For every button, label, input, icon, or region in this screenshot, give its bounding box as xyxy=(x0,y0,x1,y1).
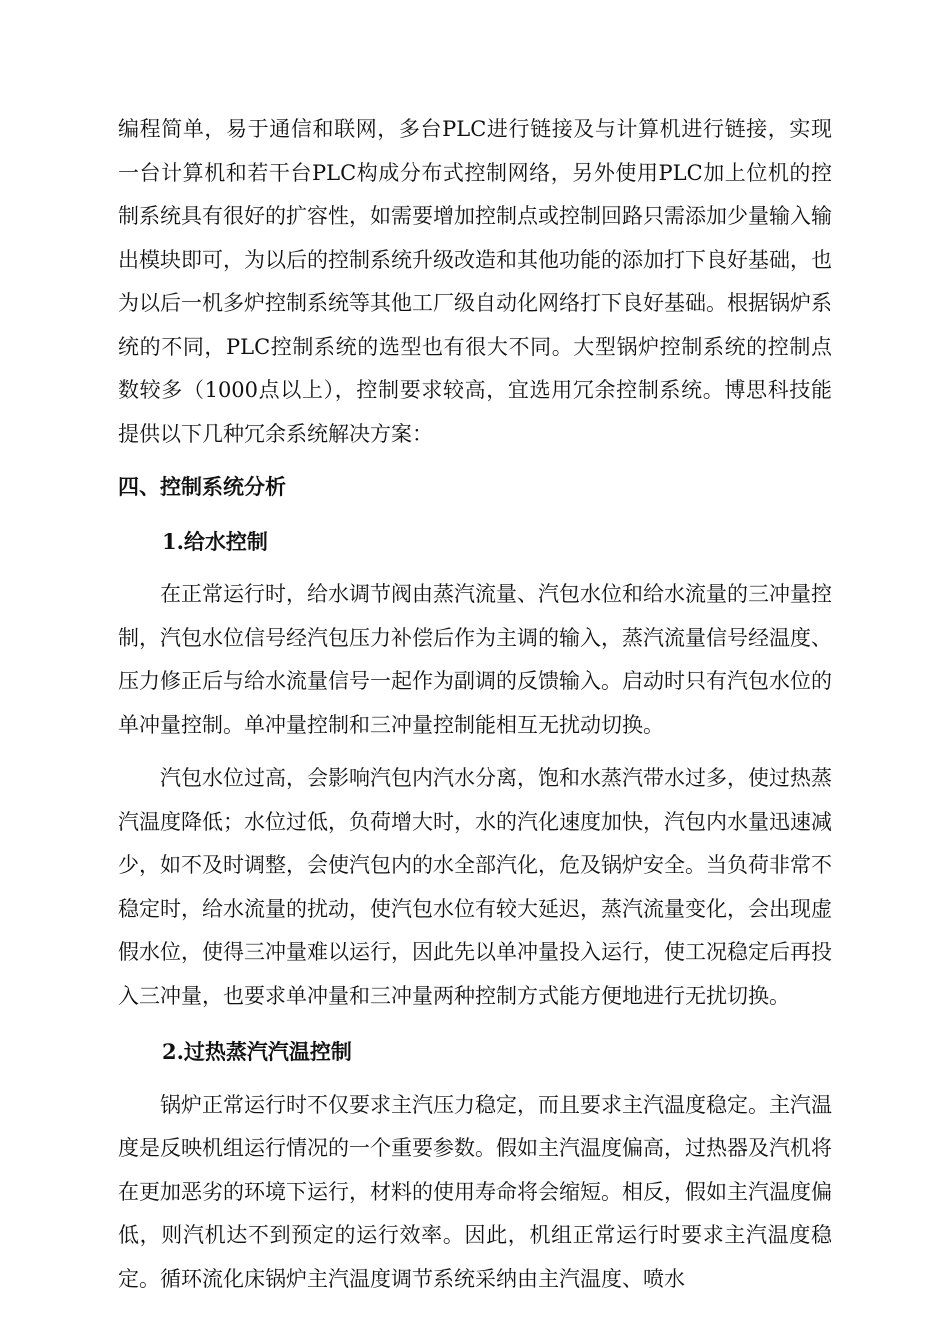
subsection-heading-water-supply: 1.给水控制 xyxy=(162,528,268,554)
spacer xyxy=(118,747,832,757)
paragraph-water-supply-2: 汽包水位过高，会影响汽包内汽水分离，饱和水蒸汽带水过多，使过热蒸汽温度降低；水位过低，负荷增大时，水的汽化速度加快，汽包内水量迅速减少，如不及时调整，会使汽包内的水全部汽化，危及锅炉安全。当负荷非常不稳定时，给水流量的扰动，使汽包水位有较大延迟，蒸汽流量变化，会出现虚假水位，使得三冲量难以运行，因此先以单冲量投入运行，使工况稳定后再投入三冲量，也要求单冲量和三冲量两种控制方式能方便地进行无扰切换。 xyxy=(118,766,832,1008)
document-page xyxy=(118,108,832,1301)
spacer xyxy=(118,1074,832,1084)
spacer xyxy=(118,510,832,520)
paragraph-steam-temperature-1: 锅炉正常运行时不仅要求主汽压力稳定，而且要求主汽温度稳定。主汽温度是反映机组运行情况的一个重要参数。假如主汽温度偏高，过热器及汽机将在更加恶劣的环境下运行，材料的使用寿命将会缩短。相反，假如主汽温度偏低，则汽机达不到预定的运行效率。因此，机组正常运行时要求主汽温度稳定。循环流化床锅炉主汽温度调节系统采纳由主汽温度、喷水 xyxy=(118,1092,832,1291)
spacer xyxy=(118,456,832,466)
paragraph-water-supply-1: 在正常运行时，给水调节阀由蒸汽流量、汽包水位和给水流量的三冲量控制，汽包水位信号经汽包压力补偿后作为主调的输入，蒸汽流量信号经温度、压力修正后与给水流量信号一起作为副调的反馈输入。启动时只有汽包水位的单冲量控制。单冲量控制和三冲量控制能相互无扰动切换。 xyxy=(118,582,832,737)
section-heading: 四、控制系统分析 xyxy=(118,475,286,499)
subsection-heading-steam-temperature: 2.过热蒸汽汽温控制 xyxy=(162,1039,352,1064)
intro-paragraph: 编程简单，易于通信和联网，多台PLC进行链接及与计算机进行链接，实现一台计算机和若干台PLC构成分布式控制网络，另外使用PLC加上位机的控制系统具有很好的扩容性，如需要增加控制点或控制回路只需添加少量输入输出模块即可，为以后的控制系统升级改造和其他功能的添加打下良好基础，也为以后一机多炉控制系统等其他工厂级自动化网络打下良好基础。根据锅炉系统的不同，PLC控制系统的选型也有很大不同。大型锅炉控制系统的控制点数较多（1000点以上），控制要求较高，宜选用冗余控制系统。博思科技能提供以下几种冗余系统解决方案： xyxy=(118,117,832,446)
spacer xyxy=(118,1018,832,1030)
spacer xyxy=(118,563,832,573)
